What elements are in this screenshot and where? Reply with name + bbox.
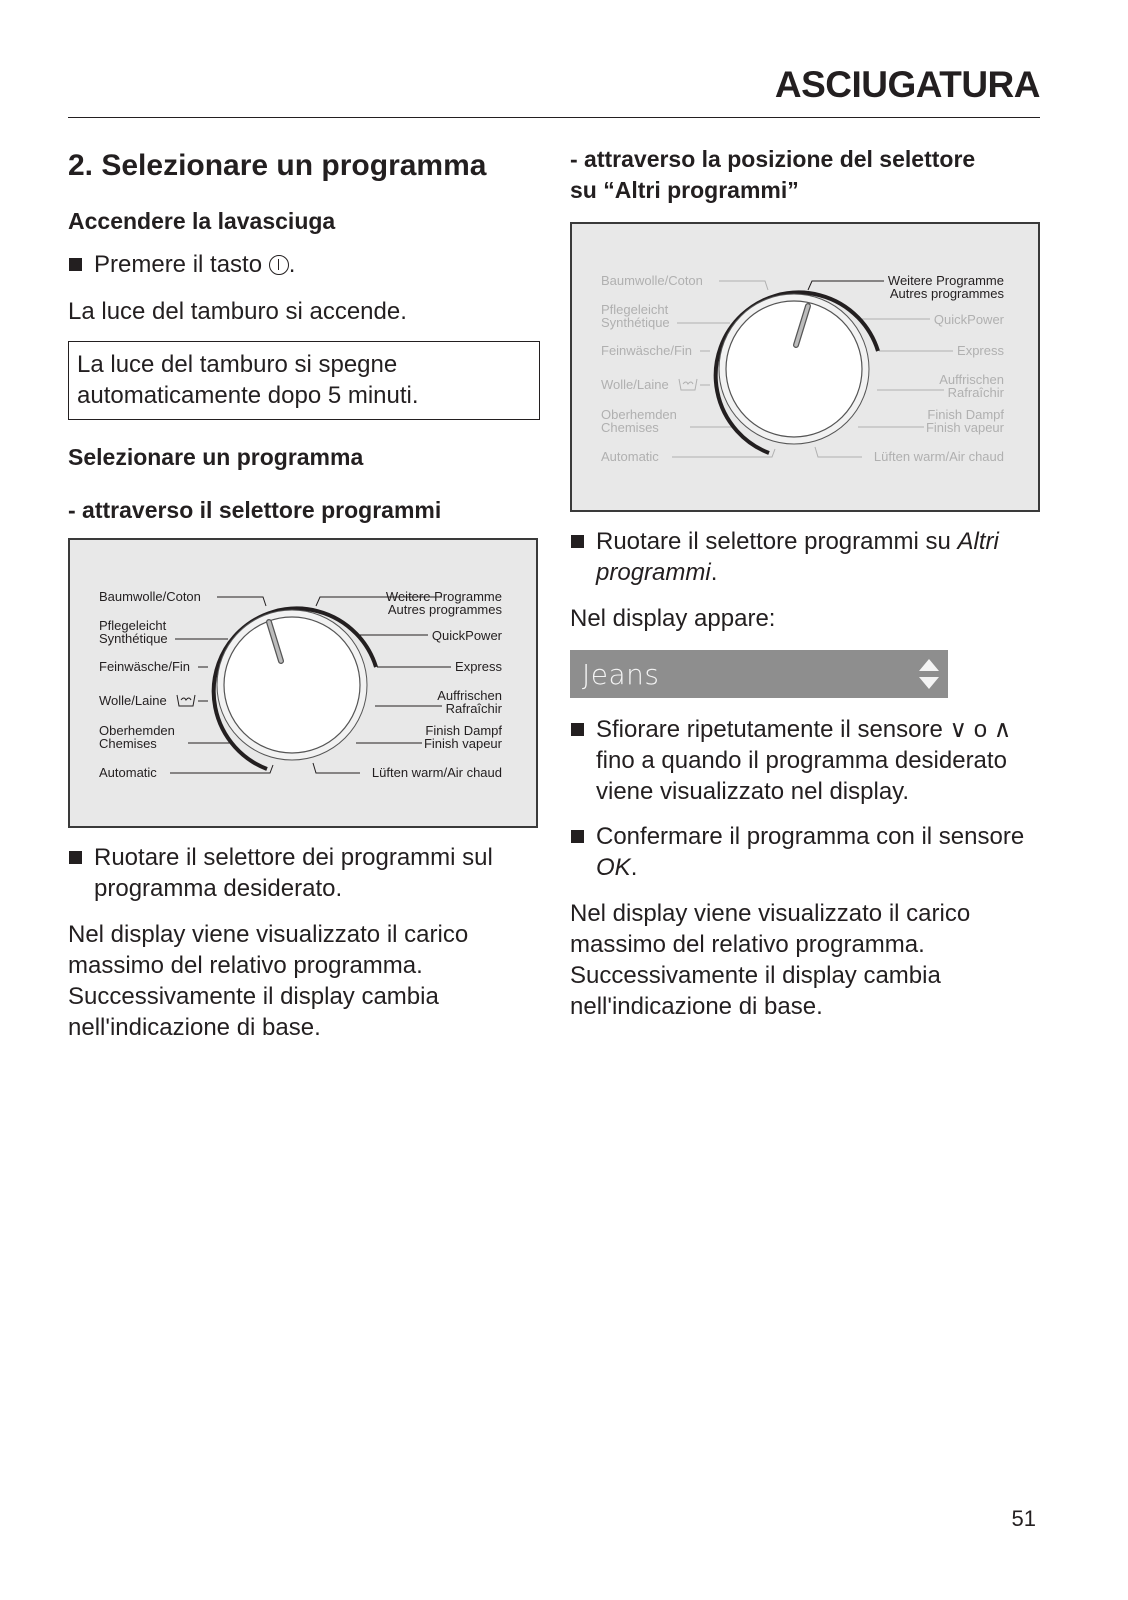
right-column xyxy=(570,140,1042,1022)
bullet-text: Sfiorare ripetutamente il sensore ∨ o ∧ fino a quando il programma desiderato viene visualizzato nel display. xyxy=(596,716,1012,805)
svg-text:Chemises: Chemises xyxy=(601,420,659,435)
svg-text:Auffrischen: Auffrischen xyxy=(939,372,1004,387)
subheading-power-on: Accendere la lavasciuga xyxy=(68,208,336,234)
header-rule xyxy=(68,117,1040,118)
bullet-text-italic: Altri programmi xyxy=(596,528,999,586)
section-title: 2. Selezionare un programma xyxy=(68,149,487,182)
svg-text:Feinwäsche/Fin: Feinwäsche/Fin xyxy=(601,343,693,358)
handwash-icon xyxy=(177,695,195,706)
page-header-title: ASCIUGATURA xyxy=(774,64,1040,105)
program-dial-diagram-other xyxy=(572,224,1042,514)
svg-text:Baumwolle/Coton: Baumwolle/Coton xyxy=(601,273,703,288)
up-down-arrows-icon xyxy=(918,657,940,691)
dial-label-baumwolle: Baumwolle/Coton xyxy=(99,589,201,604)
svg-text:Express: Express xyxy=(455,659,502,674)
svg-text:Lüften warm/Air chaud: Lüften warm/Air chaud xyxy=(873,449,1004,464)
bullet-rotate-selector xyxy=(68,842,540,904)
heading-line: - attraverso la posizione del selettore xyxy=(570,146,976,172)
bullet-square-icon xyxy=(571,535,584,548)
svg-text:Finish vapeur: Finish vapeur xyxy=(925,420,1004,435)
program-dial-diagram xyxy=(70,540,540,830)
bullet-text-suffix: . xyxy=(630,854,638,881)
svg-text:Pflegeleicht: Pflegeleicht xyxy=(601,302,669,317)
subheading-method-selector: - attraverso il selettore programmi xyxy=(68,497,442,523)
note-box xyxy=(68,341,540,420)
display-panel xyxy=(570,650,948,698)
note-text: La luce del tamburo si spegne automaticamente dopo 5 minuti. xyxy=(77,351,419,409)
svg-text:Weitere Programme: Weitere Programme xyxy=(385,589,502,604)
svg-text:Autres programmes: Autres programmes xyxy=(889,286,1004,301)
heading-line: su “Altri programmi” xyxy=(570,177,799,203)
left-column xyxy=(68,140,540,1043)
subheading-method-other xyxy=(570,144,1042,206)
svg-text:Finish Dampf: Finish Dampf xyxy=(927,407,1004,422)
svg-text:Pflegeleicht: Pflegeleicht xyxy=(99,618,167,633)
display-value: Jeans xyxy=(582,658,660,691)
bullet-confirm xyxy=(570,821,1042,883)
svg-text:Feinwäsche/Fin: Feinwäsche/Fin xyxy=(99,659,191,674)
bullet-square-icon xyxy=(571,830,584,843)
svg-text:Automatic: Automatic xyxy=(601,449,659,464)
bullet-text: Confermare il programma con il sensore xyxy=(596,823,1025,850)
svg-text:Synthétique: Synthétique xyxy=(601,315,670,330)
svg-text:Finish Dampf: Finish Dampf xyxy=(425,723,502,738)
bullet-sensor xyxy=(570,714,1042,807)
dial-illustration-2 xyxy=(570,222,1040,512)
svg-text:Chemises: Chemises xyxy=(99,736,157,751)
svg-text:Weitere Programme: Weitere Programme xyxy=(887,273,1004,288)
svg-text:Finish vapeur: Finish vapeur xyxy=(423,736,502,751)
drum-light-text: La luce del tamburo si accende. xyxy=(68,298,407,325)
svg-text:Auffrischen: Auffrischen xyxy=(437,688,502,703)
svg-text:QuickPower: QuickPower xyxy=(933,312,1004,327)
svg-text:Lüften warm/Air chaud: Lüften warm/Air chaud xyxy=(371,765,502,780)
svg-text:QuickPower: QuickPower xyxy=(431,628,502,643)
display-info-text: Nel display viene visualizzato il carico massimo del relativo programma. Successivamente il display cambia nell'indicazione di base. xyxy=(570,900,971,1020)
display-appears-text: Nel display appare: xyxy=(570,605,776,632)
bullet-text-italic: OK xyxy=(596,854,631,881)
svg-text:Autres programmes: Autres programmes xyxy=(387,602,502,617)
bullet-text-suffix: . xyxy=(288,251,296,278)
bullet-text-suffix: . xyxy=(710,559,718,586)
svg-text:Rafraîchir: Rafraîchir xyxy=(947,385,1004,400)
svg-text:Oberhemden: Oberhemden xyxy=(601,407,677,422)
bullet-text: Ruotare il selettore programmi su xyxy=(596,528,958,555)
bullet-text: Premere il tasto xyxy=(94,251,269,278)
svg-text:Express: Express xyxy=(957,343,1004,358)
svg-text:Synthétique: Synthétique xyxy=(99,631,168,646)
svg-text:Rafraîchir: Rafraîchir xyxy=(445,701,502,716)
bullet-square-icon xyxy=(571,723,584,736)
subheading-select-program: Selezionare un programma xyxy=(68,444,364,470)
display-info-text: Nel display viene visualizzato il carico massimo del relativo programma. Successivamente il display cambia nell'indicazione di base. xyxy=(68,921,469,1041)
dial-illustration-1 xyxy=(68,538,538,828)
bullet-press-power xyxy=(68,249,540,280)
bullet-rotate-other xyxy=(570,526,1042,588)
svg-text:Automatic: Automatic xyxy=(99,765,157,780)
bullet-square-icon xyxy=(69,851,82,864)
svg-text:Wolle/Laine: Wolle/Laine xyxy=(601,377,669,392)
svg-text:Oberhemden: Oberhemden xyxy=(99,723,175,738)
svg-text:Wolle/Laine: Wolle/Laine xyxy=(99,693,167,708)
bullet-text: Ruotare il selettore dei programmi sul programma desiderato. xyxy=(94,844,493,902)
bullet-square-icon xyxy=(69,258,82,271)
handwash-icon xyxy=(679,379,697,390)
power-icon xyxy=(269,255,289,275)
page-number: 51 xyxy=(1011,1506,1036,1531)
